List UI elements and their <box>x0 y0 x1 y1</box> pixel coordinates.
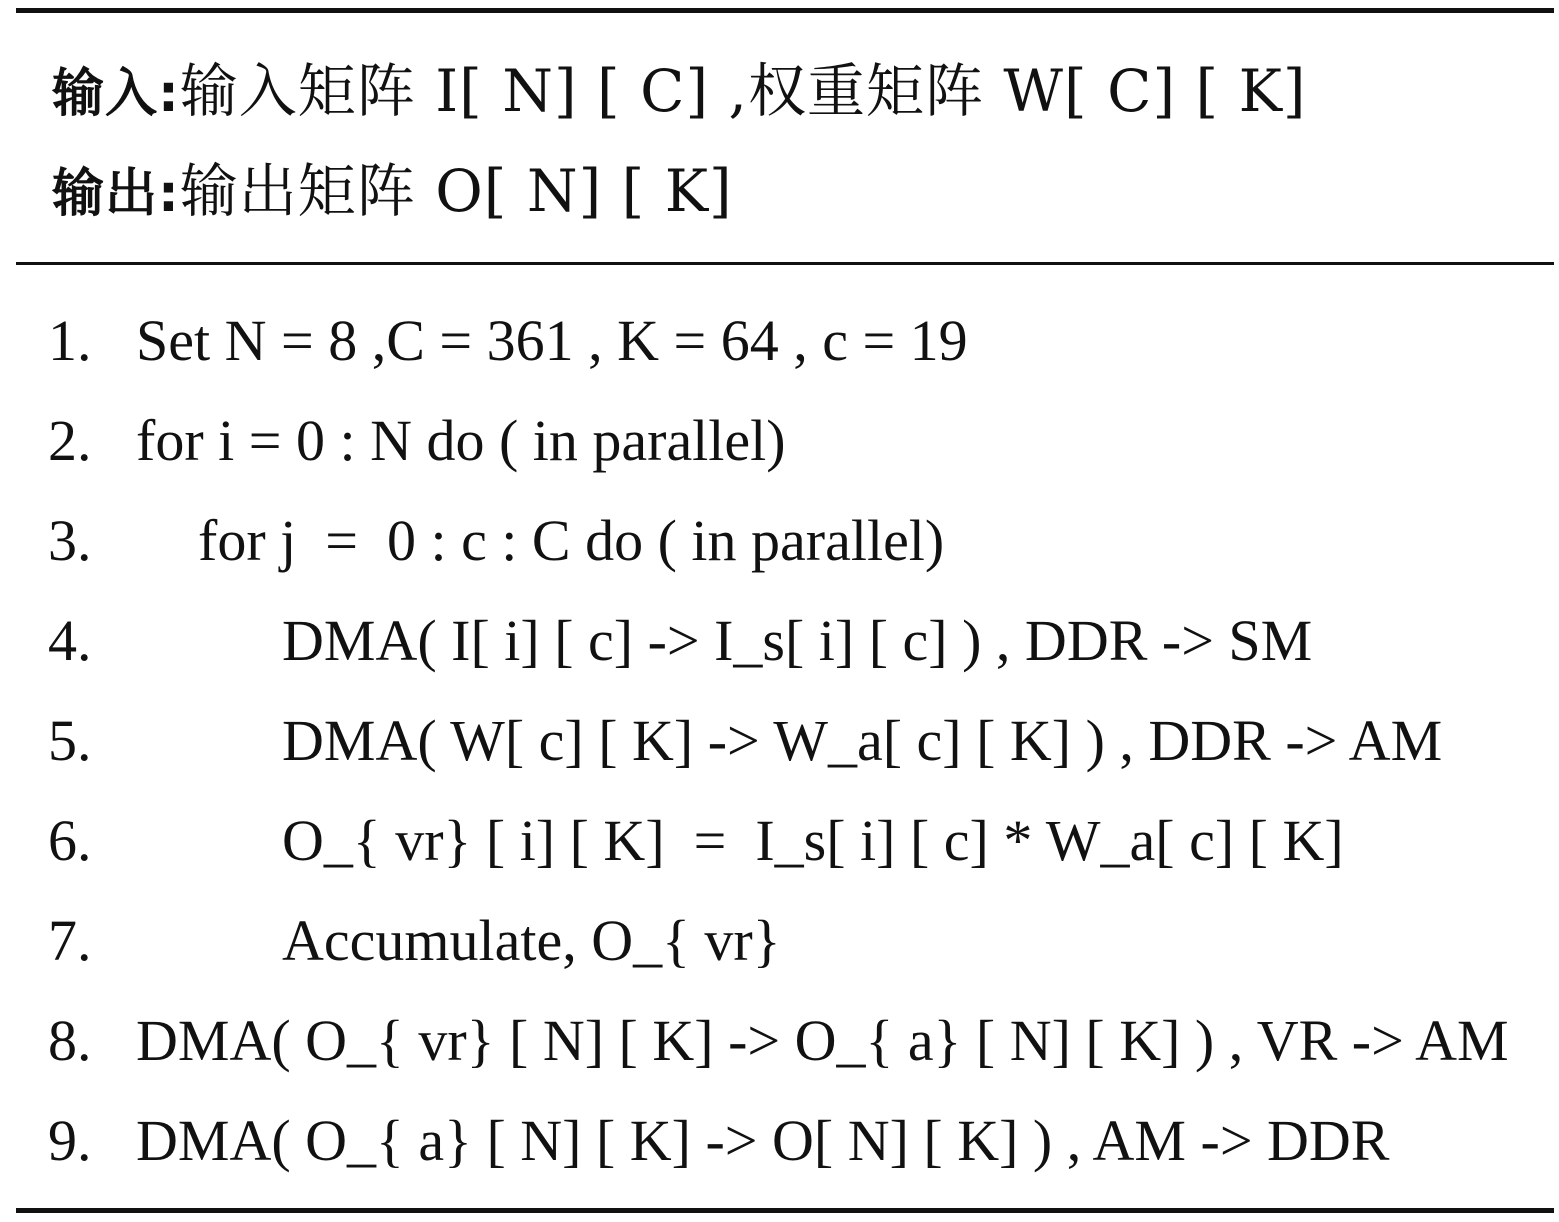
algorithm-step-7 <box>48 908 781 1012</box>
step-number: 7. <box>48 908 92 973</box>
step-code: O_{ vr} [ i] [ K] = I_s[ i] [ c] * W_a[ c] [ K] <box>282 808 1344 873</box>
step-code: Set N = 8 ,C = 361 , K = 64 , c = 19 <box>136 308 968 373</box>
step-code: for j = 0 : c : C do ( in parallel) <box>198 508 945 573</box>
step-code: DMA( I[ i] [ c] -> I_s[ i] [ c] ) , DDR -> SM <box>282 608 1313 673</box>
step-number: 1. <box>48 308 92 373</box>
algorithm-step-9 <box>48 1108 1390 1212</box>
output-label: 输出: <box>52 164 180 224</box>
algorithm-step-4 <box>48 608 1313 712</box>
step-code: DMA( O_{ vr} [ N] [ K] -> O_{ a} [ N] [ K] ) , VR -> AM <box>136 1008 1509 1073</box>
input-text: 输入矩阵 I[ N] [ C] ,权重矩阵 W[ C] [ K] <box>179 57 1307 125</box>
step-number: 9. <box>48 1108 92 1173</box>
step-number: 4. <box>48 608 92 673</box>
step-code: for i = 0 : N do ( in parallel) <box>136 408 786 473</box>
step-code: Accumulate, O_{ vr} <box>282 908 781 973</box>
header-divider <box>16 262 1554 265</box>
algorithm-step-8 <box>48 1008 1509 1112</box>
algorithm-step-2 <box>48 408 786 512</box>
output-text: 输出矩阵 O[ N] [ K] <box>179 157 733 225</box>
bottom-rule <box>16 1208 1554 1213</box>
algorithm-step-3 <box>48 508 945 612</box>
step-number: 6. <box>48 808 92 873</box>
input-spec <box>52 57 1307 125</box>
step-number: 3. <box>48 508 92 573</box>
step-code: DMA( O_{ a} [ N] [ K] -> O[ N] [ K] ) , AM -> DDR <box>136 1108 1390 1173</box>
step-number: 5. <box>48 708 92 773</box>
algorithm-step-1 <box>48 308 968 412</box>
algorithm-step-6 <box>48 808 1344 912</box>
algorithm-step-5 <box>48 708 1443 812</box>
output-spec <box>52 157 733 225</box>
step-number: 8. <box>48 1008 92 1073</box>
step-number: 2. <box>48 408 92 473</box>
step-code: DMA( W[ c] [ K] -> W_a[ c] [ K] ) , DDR -> AM <box>282 708 1443 773</box>
input-label: 输入: <box>52 64 180 124</box>
top-rule <box>16 8 1554 13</box>
